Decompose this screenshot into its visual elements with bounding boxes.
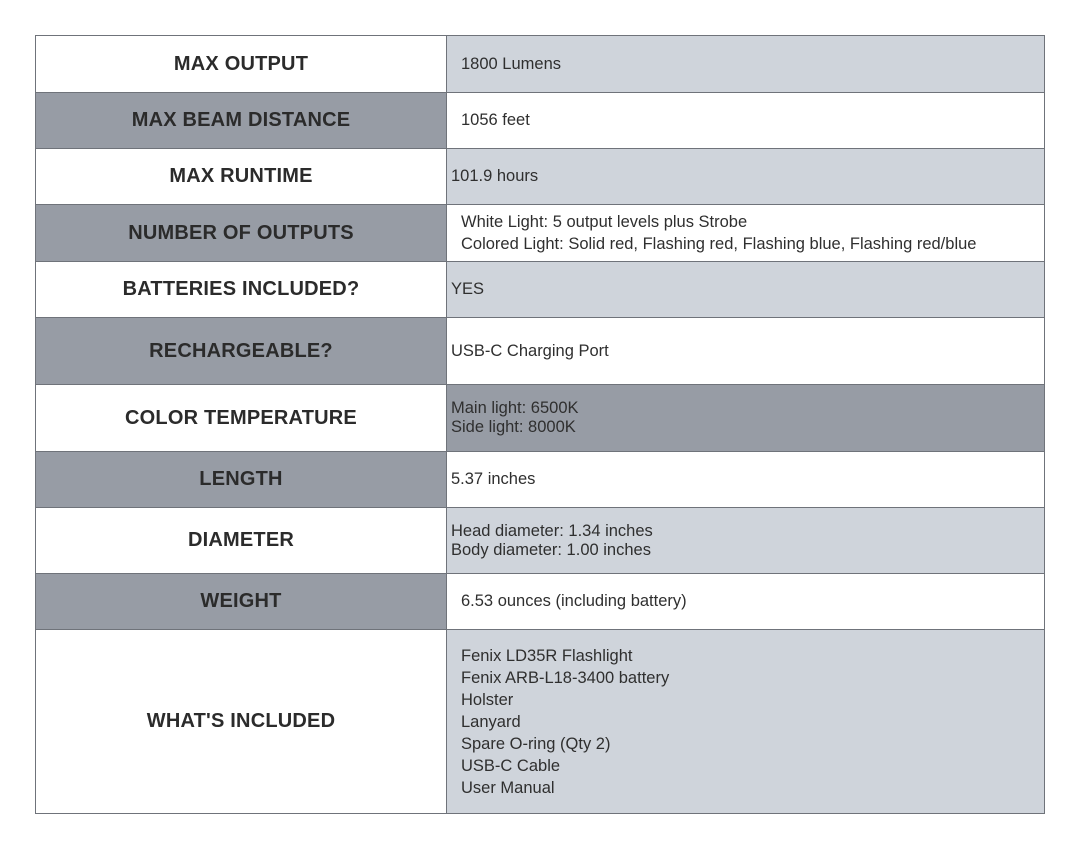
spec-value-line: Holster xyxy=(461,690,514,709)
spec-row-length xyxy=(36,452,1045,508)
spec-value-line: YES xyxy=(451,280,485,298)
spec-label: MAX OUTPUT xyxy=(36,36,447,93)
spec-row-rechargeable xyxy=(36,318,1045,385)
spec-row-max-beam-distance xyxy=(36,93,1045,149)
spec-value-line: Fenix LD35R Flashlight xyxy=(461,646,633,665)
spec-value-line: Colored Light: Solid red, Flashing red, Flashing blue, Flashing red/blue xyxy=(461,235,977,253)
spec-value xyxy=(447,205,1045,262)
spec-label: WEIGHT xyxy=(36,574,447,630)
spec-label: WHAT'S INCLUDED xyxy=(36,630,447,814)
spec-value-line: Spare O-ring (Qty 2) xyxy=(461,734,611,753)
spec-value-line: 6.53 ounces (including battery) xyxy=(461,592,687,610)
spec-label: RECHARGEABLE? xyxy=(36,318,447,385)
spec-row-weight xyxy=(36,574,1045,630)
spec-row-whats-included xyxy=(36,630,1045,814)
spec-label: COLOR TEMPERATURE xyxy=(36,385,447,452)
spec-value-line: User Manual xyxy=(461,778,555,797)
spec-row-color-temperature xyxy=(36,385,1045,452)
spec-value-line: Fenix ARB-L18-3400 battery xyxy=(461,668,670,687)
spec-value xyxy=(447,508,1045,574)
spec-label: BATTERIES INCLUDED? xyxy=(36,262,447,318)
spec-label: NUMBER OF OUTPUTS xyxy=(36,205,447,262)
spec-value xyxy=(447,452,1045,508)
spec-value-line: Side light: 8000K xyxy=(451,418,576,436)
spec-value-line: Body diameter: 1.00 inches xyxy=(451,540,651,559)
spec-row-max-output xyxy=(36,36,1045,93)
spec-value xyxy=(447,630,1045,814)
spec-value xyxy=(447,262,1045,318)
spec-value-line: 101.9 hours xyxy=(451,167,539,185)
spec-value xyxy=(447,93,1045,149)
spec-label: MAX RUNTIME xyxy=(36,149,447,205)
spec-value-line: 1056 feet xyxy=(461,111,530,129)
spec-row-number-of-outputs xyxy=(36,205,1045,262)
spec-value xyxy=(447,36,1045,93)
spec-value xyxy=(447,574,1045,630)
spec-value-line: 5.37 inches xyxy=(451,470,536,488)
spec-row-batteries-included xyxy=(36,262,1045,318)
spec-row-diameter xyxy=(36,508,1045,574)
spec-value-line: USB-C Charging Port xyxy=(451,341,609,360)
spec-value xyxy=(447,318,1045,385)
spec-value-line: Main light: 6500K xyxy=(451,399,579,417)
spec-value-line: Lanyard xyxy=(461,712,521,731)
spec-value xyxy=(447,149,1045,205)
spec-value-line: Head diameter: 1.34 inches xyxy=(451,521,653,540)
spec-value-line: 1800 Lumens xyxy=(461,54,561,73)
spec-table xyxy=(35,35,1045,814)
spec-label: DIAMETER xyxy=(36,508,447,574)
spec-value-line: USB-C Cable xyxy=(461,756,561,775)
spec-row-max-runtime xyxy=(36,149,1045,205)
spec-value xyxy=(447,385,1045,452)
spec-label: LENGTH xyxy=(36,452,447,508)
spec-label: MAX BEAM DISTANCE xyxy=(36,93,447,149)
spec-value-line: White Light: 5 output levels plus Strobe xyxy=(461,213,748,231)
